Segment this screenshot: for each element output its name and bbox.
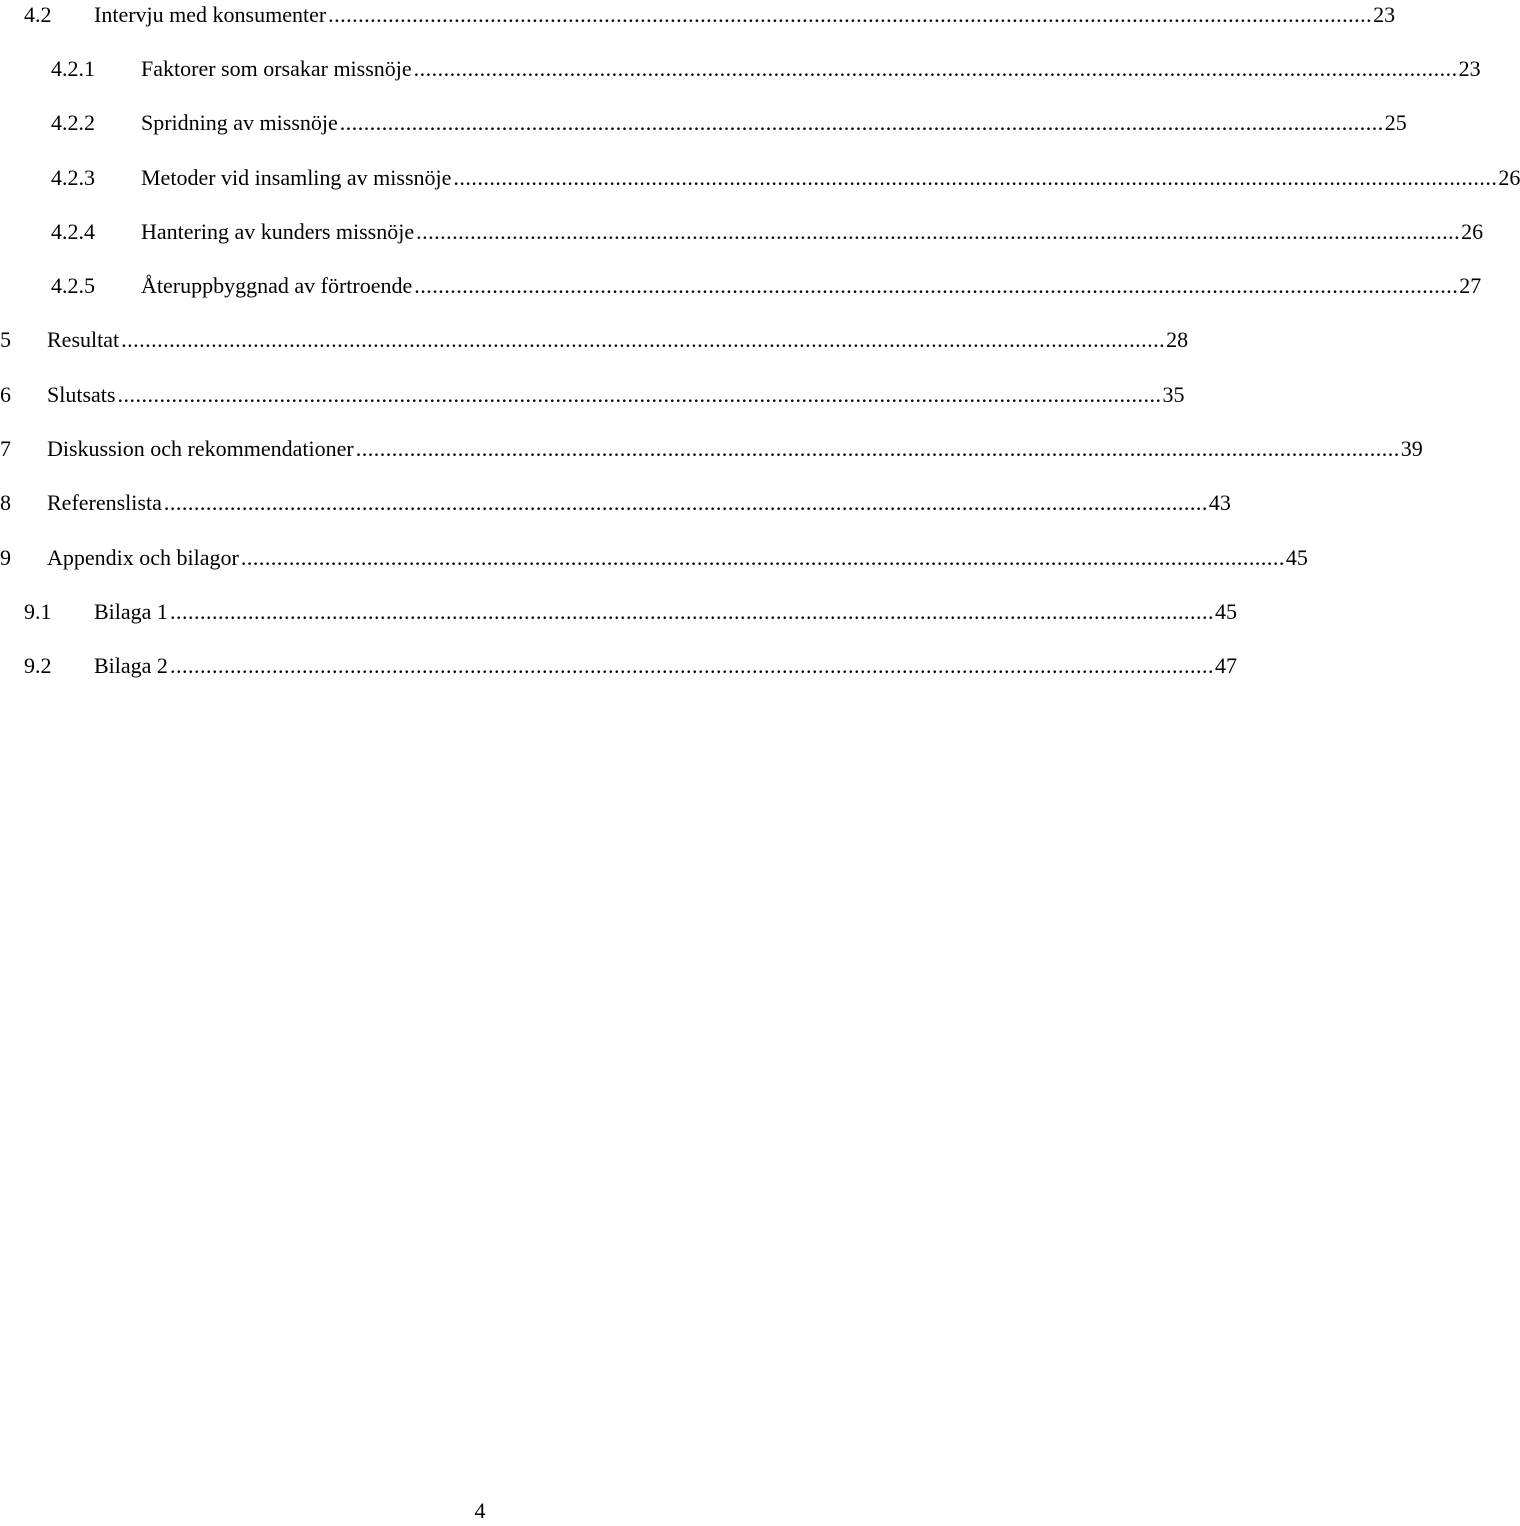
toc-entry[interactable] bbox=[0, 108, 1407, 138]
toc-dot-leader: .............................................................................................................................................................................. bbox=[416, 219, 1461, 244]
toc-entry-title: Återuppbyggnad av förtroende bbox=[141, 273, 413, 298]
toc-entry-title: Hantering av kunders missnöje bbox=[141, 219, 415, 244]
toc-entry[interactable] bbox=[0, 54, 1481, 84]
toc-entry-page: 23 bbox=[1373, 2, 1396, 27]
toc-dot-leader: .............................................................................................................................................................................. bbox=[169, 653, 1214, 678]
toc-entry-number: 9.1 bbox=[24, 599, 52, 624]
toc-entry-title: Faktorer som orsakar missnöje bbox=[141, 56, 412, 81]
toc-entry-title: Resultat bbox=[47, 327, 120, 352]
toc-entry-number: 4.2 bbox=[24, 2, 52, 27]
toc-entry[interactable] bbox=[0, 217, 1484, 247]
toc-entry[interactable] bbox=[0, 0, 1396, 30]
toc-entry-number: 4.2.3 bbox=[51, 165, 95, 190]
toc-entry-title: Bilaga 2 bbox=[94, 653, 168, 678]
toc-entry[interactable] bbox=[0, 380, 1185, 410]
toc-entry[interactable] bbox=[0, 651, 1237, 681]
toc-entry-number: 4.2.5 bbox=[51, 273, 95, 298]
toc-entry[interactable] bbox=[0, 434, 1423, 464]
toc-dot-leader: .............................................................................................................................................................................. bbox=[163, 490, 1208, 515]
toc-entry[interactable] bbox=[0, 597, 1237, 627]
toc-entry-title: Referenslista bbox=[47, 490, 162, 515]
page-number: 4 bbox=[474, 1498, 486, 1523]
toc-dot-leader: .............................................................................................................................................................................. bbox=[453, 165, 1498, 190]
toc-entry-title: Slutsats bbox=[47, 382, 116, 407]
toc-dot-leader: .............................................................................................................................................................................. bbox=[355, 436, 1400, 461]
toc-dot-leader: .............................................................................................................................................................................. bbox=[240, 545, 1285, 570]
toc-dot-leader: .............................................................................................................................................................................. bbox=[121, 327, 1166, 352]
toc-entry-page: 28 bbox=[1166, 327, 1189, 352]
toc-entry[interactable] bbox=[0, 488, 1231, 518]
toc-entry-page: 26 bbox=[1461, 219, 1484, 244]
toc-entry[interactable] bbox=[0, 163, 1520, 193]
toc-entry-number: 4.2.1 bbox=[51, 56, 95, 81]
toc-entry-page: 43 bbox=[1208, 490, 1231, 515]
toc-entry-number: 5 bbox=[0, 327, 11, 352]
toc-dot-leader: .............................................................................................................................................................................. bbox=[339, 110, 1384, 135]
toc-entry-number: 4.2.2 bbox=[51, 110, 95, 135]
toc-entry[interactable] bbox=[0, 325, 1189, 355]
toc-entry-title: Spridning av missnöje bbox=[141, 110, 338, 135]
toc-entry-page: 23 bbox=[1458, 56, 1481, 81]
toc-dot-leader: .............................................................................................................................................................................. bbox=[413, 56, 1458, 81]
toc-entry-number: 8 bbox=[0, 490, 11, 515]
toc-entry-number: 4.2.4 bbox=[51, 219, 95, 244]
toc-entry-page: 27 bbox=[1459, 273, 1482, 298]
toc-dot-leader: .............................................................................................................................................................................. bbox=[117, 382, 1162, 407]
toc-entry-number: 9.2 bbox=[24, 653, 52, 678]
toc-entry-title: Diskussion och rekommendationer bbox=[47, 436, 354, 461]
toc-entry-page: 35 bbox=[1162, 382, 1185, 407]
toc-dot-leader: .............................................................................................................................................................................. bbox=[169, 599, 1214, 624]
toc-entry-title: Bilaga 1 bbox=[94, 599, 168, 624]
toc-entry-title: Appendix och bilagor bbox=[47, 545, 239, 570]
toc-entry-number: 6 bbox=[0, 382, 11, 407]
toc-entry-title: Intervju med konsumenter bbox=[94, 2, 327, 27]
toc-dot-leader: .............................................................................................................................................................................. bbox=[328, 2, 1373, 27]
toc-dot-leader: .............................................................................................................................................................................. bbox=[414, 273, 1459, 298]
toc-entry-title: Metoder vid insamling av missnöje bbox=[141, 165, 452, 190]
toc-entry-number: 7 bbox=[0, 436, 11, 461]
toc-entry-number: 9 bbox=[0, 545, 11, 570]
toc-entry-page: 47 bbox=[1214, 653, 1237, 678]
toc-entry-page: 25 bbox=[1384, 110, 1407, 135]
toc-entry-page: 45 bbox=[1214, 599, 1237, 624]
toc-entry[interactable] bbox=[0, 543, 1308, 573]
toc-entry-page: 39 bbox=[1400, 436, 1423, 461]
toc-entry-page: 45 bbox=[1285, 545, 1308, 570]
toc-entry[interactable] bbox=[0, 271, 1482, 301]
toc-entry-page: 26 bbox=[1498, 165, 1520, 190]
